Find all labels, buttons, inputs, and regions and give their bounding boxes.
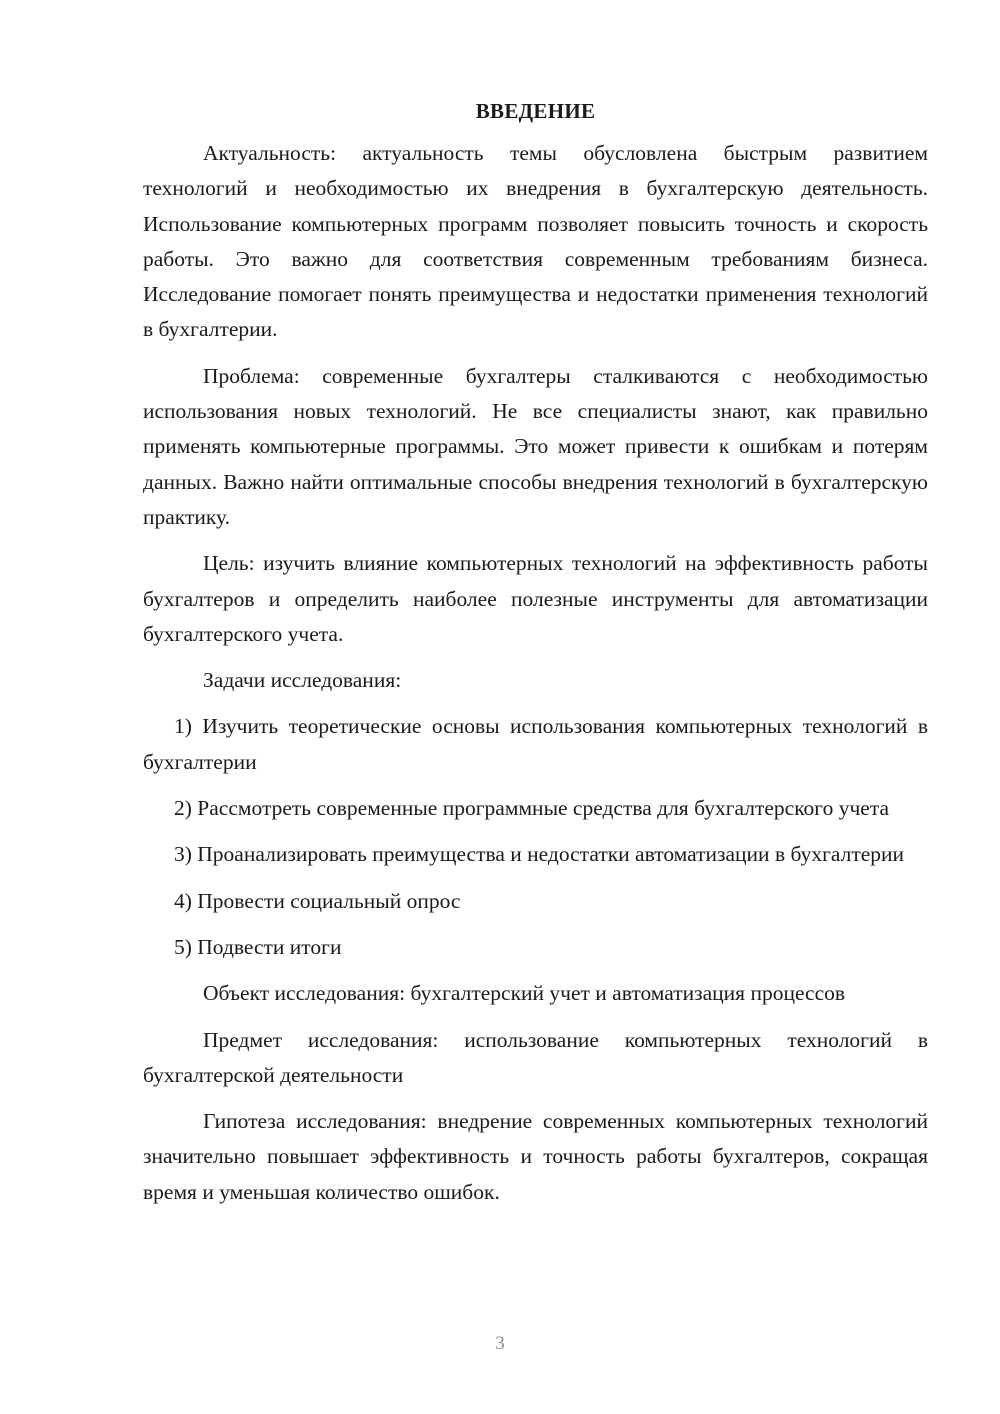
- list-item: 5) Подвести итоги: [174, 934, 342, 959]
- list-item: 2) Рассмотреть современные программные средства для бухгалтерского учета: [174, 796, 890, 821]
- paragraph-hypothesis: Гипотеза исследования: внедрение современных компьютерных технологий значительно повышает эффективность и точность работы бухгалтеров, сокращая время и уменьшая количество ошибок.: [143, 1109, 928, 1204]
- list-item: 1) Изучить теоретические основы использования компьютерных технологий в бухгалтерии: [143, 714, 928, 774]
- paragraph-problem: Проблема: современные бухгалтеры сталкиваются с необходимостью использования новых технологий. Не все специалисты знают, как правильно применять компьютерные программы. Это может привести к ошибкам и потерям данных. Важно найти оптимальные способы внедрения технологий в бухгалтерскую практику.: [143, 363, 928, 529]
- tasks-list: [143, 709, 928, 965]
- document-page: [143, 96, 928, 1210]
- paragraph-object: Объект исследования: бухгалтерский учет и автоматизация процессов: [203, 981, 846, 1006]
- document-title: ВВЕДЕНИЕ: [475, 99, 596, 123]
- paragraph-relevance: Актуальность: актуальность темы обусловлена быстрым развитием технологий и необходимостью их внедрения в бухгалтерскую деятельность. Использование компьютерных программ позволяет повысить точность и скорость работы. Это важно для соответствия современным требованиям бизнеса. Исследование помогает понять преимущества и недостатки применения технологий в бухгалтерии.: [143, 141, 928, 342]
- tasks-heading: Задачи исследования:: [203, 668, 402, 693]
- page-number: 3: [495, 1333, 505, 1354]
- list-item: 3) Проанализировать преимущества и недостатки автоматизации в бухгалтерии: [174, 842, 905, 867]
- paragraph-subject: Предмет исследования: использование компьютерных технологий в бухгалтерской деятельности: [143, 1027, 928, 1087]
- list-item: 4) Провести социальный опрос: [174, 888, 461, 913]
- paragraph-goal: Цель: изучить влияние компьютерных технологий на эффективность работы бухгалтеров и определить наиболее полезные инструменты для автоматизации бухгалтерского учета.: [143, 551, 928, 646]
